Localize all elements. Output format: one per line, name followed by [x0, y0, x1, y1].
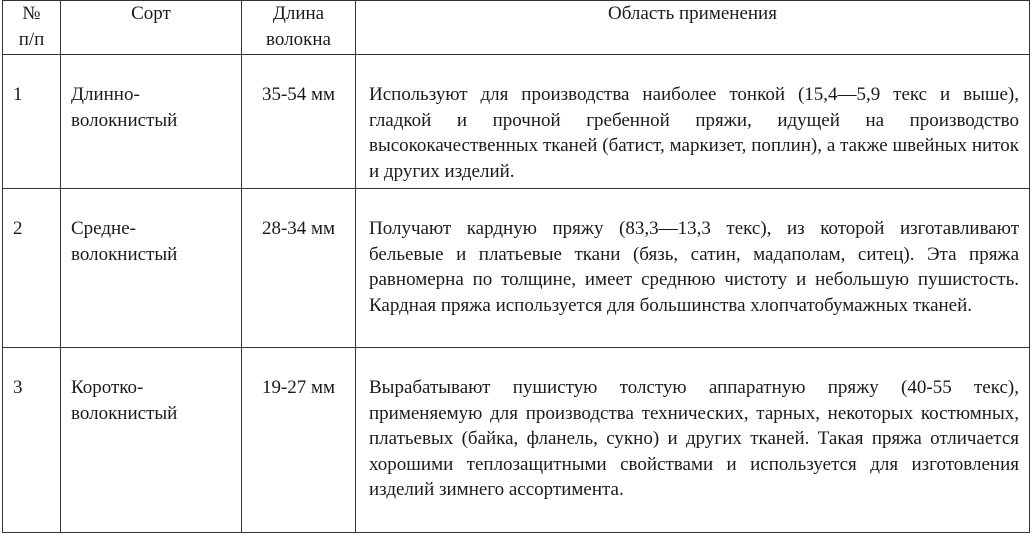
row-application-area: Используют для производства наиболее тонкой (15,4—5,9 текс и выше), гладкой и прочной гребенной пряжи, идущей на производство высококачественных тканей (батист, маркизет, поплин), а также швейных ниток и других изделий. [356, 55, 1030, 189]
header-application-area: Область применения [356, 1, 1030, 55]
row-application-area: Получают кардную пряжу (83,3—13,3 текс), из которой изготавливают бельевые и платьевые ткани (бязь, сатин, мадаполам, ситец). Эта пряжа равномерна по толщине, имеет среднюю чистоту и небольшую пушистость. Кардная пряжа используется для большинства хлопчатобумажных тканей. [356, 189, 1030, 348]
row-fiber-length: 28-34 мм [242, 189, 356, 348]
header-number-line1: № [22, 3, 41, 24]
cotton-grades-table [2, 0, 1030, 533]
row-sort-line1: Длинно- [71, 84, 140, 105]
row-sort-line1: Средне- [71, 218, 136, 239]
header-sort: Сорт [61, 1, 242, 55]
header-length [242, 1, 356, 55]
row-sort [61, 348, 242, 533]
row-sort-line2: волокнистый [71, 402, 178, 424]
row-number: 2 [3, 189, 61, 348]
table-row [3, 189, 1030, 348]
row-application-area: Вырабатывают пушистую толстую аппаратную пряжу (40-55 текс), применяемую для производства технических, тарных, некоторых костюмных, платьевых (байка, фланель, сукно) и других тканей. Такая пряжа отличается хорошими теплозащитными свойствами и используется для изготовления изделий зимнего ассортимента. [356, 348, 1030, 533]
table-row [3, 348, 1030, 533]
header-length-line2: волокна [266, 28, 331, 50]
table-header-row [3, 1, 1030, 55]
row-sort [61, 189, 242, 348]
table-row [3, 55, 1030, 189]
header-length-line1: Длина [272, 3, 325, 24]
row-sort-line2: волокнистый [71, 109, 178, 131]
row-number: 1 [3, 55, 61, 189]
row-number: 3 [3, 348, 61, 533]
row-fiber-length: 35-54 мм [242, 55, 356, 189]
header-number-line2: п/п [18, 28, 45, 50]
row-sort-line2: волокнистый [71, 243, 178, 265]
row-sort [61, 55, 242, 189]
row-fiber-length: 19-27 мм [242, 348, 356, 533]
row-sort-line1: Коротко- [71, 377, 144, 398]
header-number [3, 1, 61, 55]
